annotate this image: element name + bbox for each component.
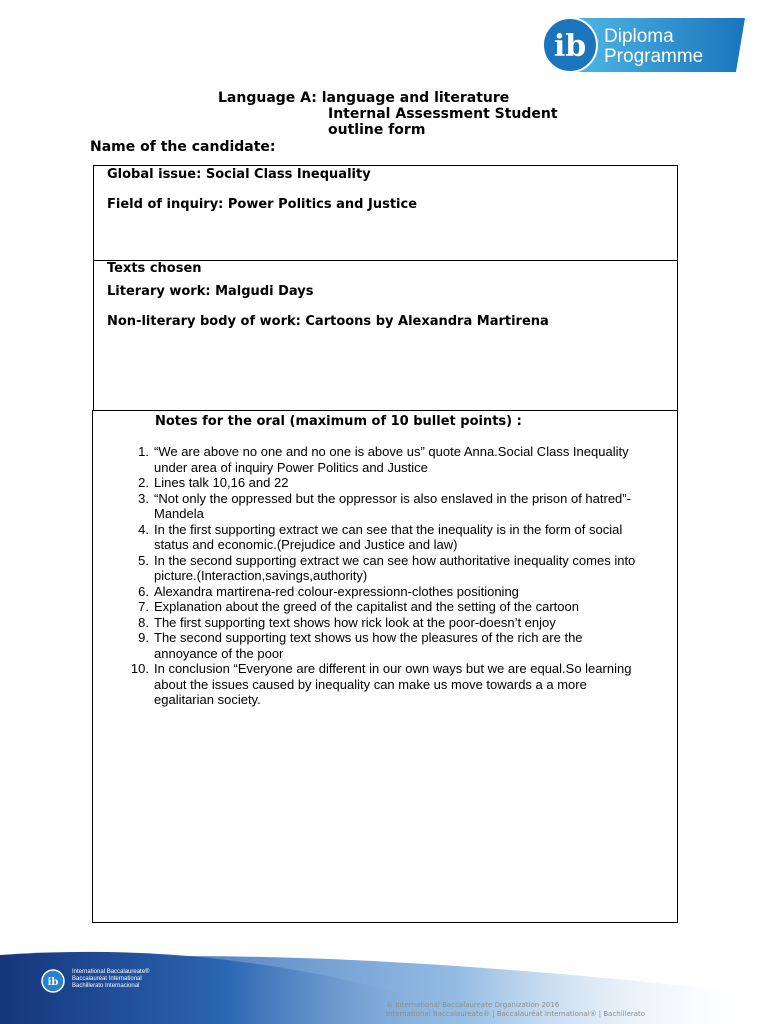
note-number: 10. bbox=[130, 661, 149, 676]
note-number: 4. bbox=[138, 521, 149, 537]
logo-mark: ib bbox=[553, 29, 587, 64]
field-of-inquiry-text: Field of inquiry: Power Politics and Justice bbox=[107, 197, 418, 212]
footer-trademarks: International Baccalaureate® | Baccalauréat International® | Bachillerato bbox=[386, 1010, 646, 1018]
note-number: 8. bbox=[138, 614, 149, 630]
note-text-line: picture.(Interaction,savings,authority) bbox=[154, 568, 368, 583]
notes-heading: Notes for the oral (maximum of 10 bullet points) : bbox=[155, 414, 522, 429]
notes-list bbox=[93, 444, 679, 708]
footer-org-line-1: International Baccalaureate® bbox=[72, 969, 150, 975]
note-item bbox=[93, 553, 679, 584]
texts-chosen-section bbox=[93, 260, 678, 411]
footer-copyright: ® International Baccalaureate Organization 2016 bbox=[386, 1001, 560, 1009]
note-number: 1. bbox=[138, 444, 149, 459]
note-text-line: “Not only the oppressed but the oppressor is also enslaved in the prison of hatred”- bbox=[154, 490, 631, 506]
note-item bbox=[93, 615, 679, 631]
note-text-line: In the first supporting extract we can see that the inequality is in the form of social bbox=[154, 521, 623, 537]
note-text-line: Lines talk 10,16 and 22 bbox=[154, 475, 289, 490]
note-text-line: about the issues caused by inequality can make us move towards a a more bbox=[154, 676, 587, 692]
note-text-line: Mandela bbox=[154, 506, 204, 521]
note-number: 2. bbox=[138, 475, 149, 490]
note-text-line: In conclusion “Everyone are different in our own ways but we are equal.So learning bbox=[154, 661, 632, 676]
note-item bbox=[93, 522, 679, 553]
note-text-line: In the second supporting extract we can see how authoritative inequality comes into bbox=[154, 552, 636, 568]
logo-word-programme: Programme bbox=[604, 46, 704, 67]
note-number: 9. bbox=[138, 630, 149, 645]
note-item bbox=[93, 491, 679, 522]
note-number: 5. bbox=[138, 552, 149, 568]
svg-text:ib: ib bbox=[47, 977, 59, 988]
texts-chosen-heading: Texts chosen bbox=[107, 261, 202, 276]
ib-diploma-programme-logo bbox=[540, 16, 745, 74]
note-text-line: status and economic.(Prejudice and Justice and law) bbox=[154, 537, 458, 552]
title-line-2: Internal Assessment Student bbox=[328, 106, 558, 122]
note-text-line: “We are above no one and no one is above us” quote Anna.Social Class Inequality bbox=[154, 444, 629, 459]
note-text-line: annoyance of the poor bbox=[154, 645, 284, 661]
note-item bbox=[93, 661, 679, 708]
note-text-line: Alexandra martirena-red colour-expressionn-clothes positioning bbox=[154, 583, 519, 599]
note-item bbox=[93, 630, 679, 661]
note-text-line: egalitarian society. bbox=[154, 692, 261, 707]
oral-notes-section bbox=[92, 410, 678, 923]
title-line-1: Language A: language and literature bbox=[218, 90, 510, 106]
note-item bbox=[93, 584, 679, 600]
note-number: 7. bbox=[138, 599, 149, 614]
note-text-line: The second supporting text shows us how the pleasures of the rich are the bbox=[154, 630, 583, 645]
footer-org-line-3: Bachillerato Internacional bbox=[72, 983, 140, 989]
note-number: 6. bbox=[138, 583, 149, 599]
note-item bbox=[93, 599, 679, 615]
literary-work-text: Literary work: Malgudi Days bbox=[107, 284, 314, 299]
note-text-line: The first supporting text shows how rick look at the poor-doesn’t enjoy bbox=[154, 614, 556, 630]
candidate-name-label: Name of the candidate: bbox=[90, 139, 276, 155]
note-text-line: Explanation about the greed of the capitalist and the setting of the cartoon bbox=[154, 599, 579, 614]
title-line-3: outline form bbox=[328, 122, 426, 138]
note-text-line: under area of inquiry Power Politics and Justice bbox=[154, 459, 428, 475]
note-item bbox=[93, 444, 679, 475]
footer-org-line-2: Baccalauréat International bbox=[72, 976, 142, 982]
logo-word-diploma: Diploma bbox=[604, 26, 674, 47]
global-issue-text: Global issue: Social Class Inequality bbox=[107, 167, 371, 182]
note-number: 3. bbox=[138, 490, 149, 506]
global-issue-section bbox=[93, 165, 678, 261]
non-literary-work-text: Non-literary body of work: Cartoons by Alexandra Martirena bbox=[107, 314, 549, 329]
note-item bbox=[93, 475, 679, 491]
